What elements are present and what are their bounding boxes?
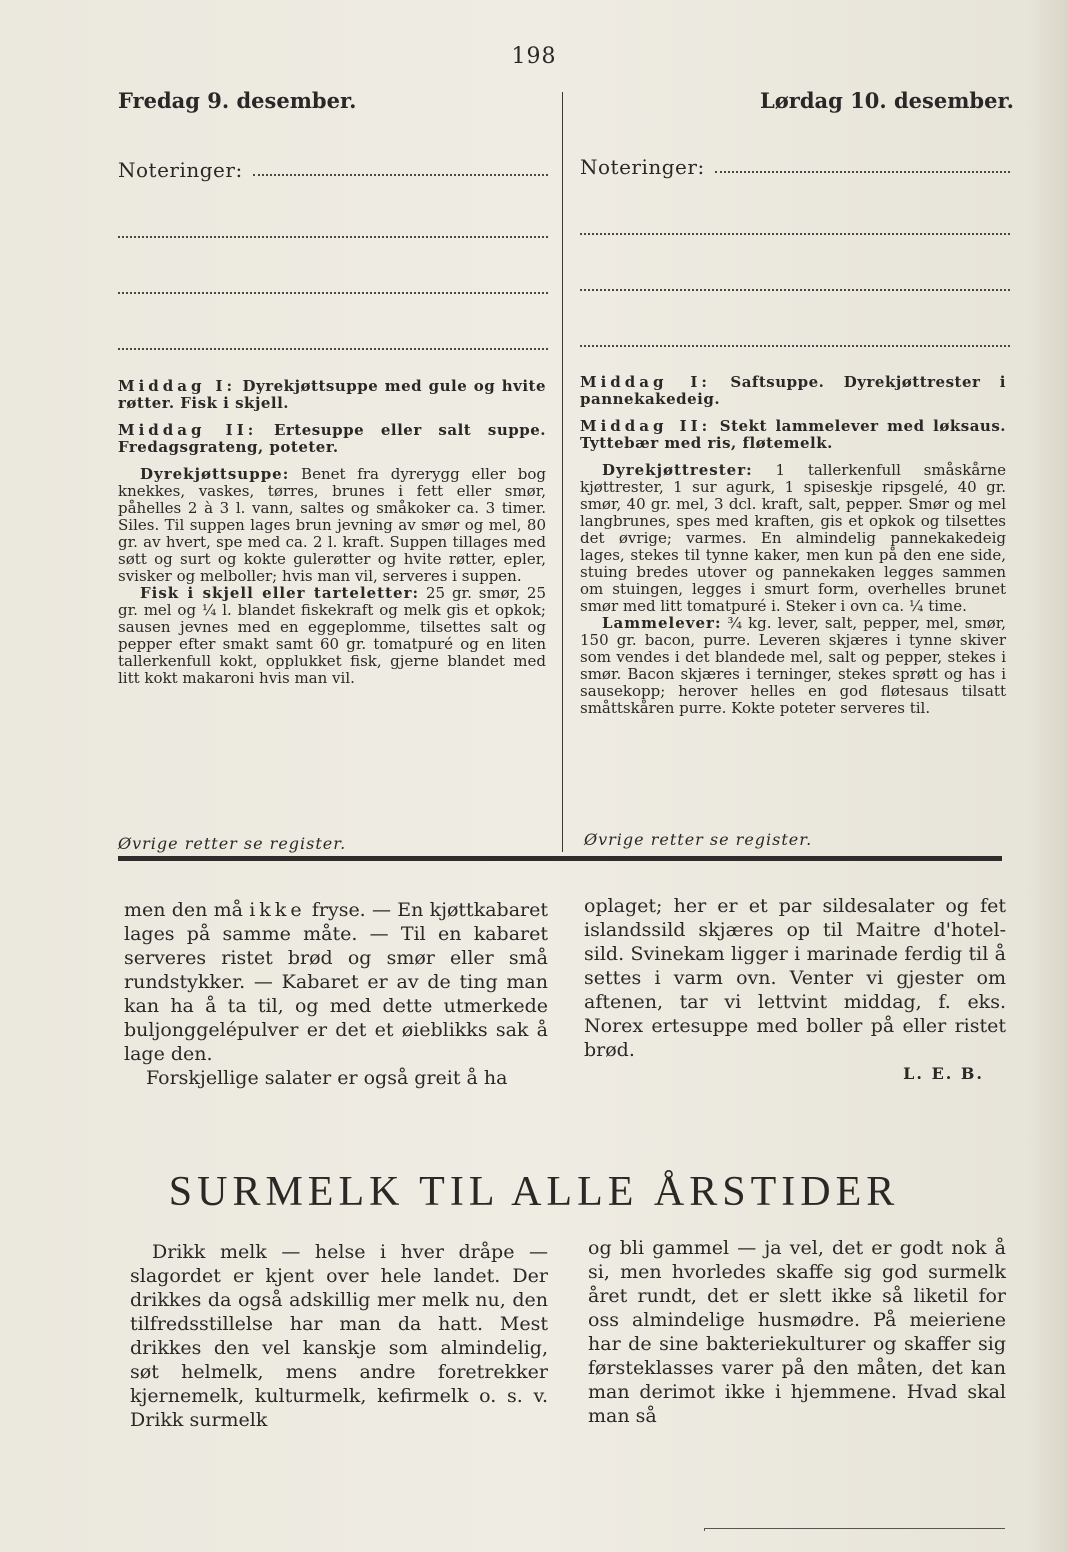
- right-recipe-2: [580, 615, 1006, 717]
- section-rule: [118, 856, 1002, 861]
- menu-text: Stekt lammelever med løksaus. Tyttebær med ris, fløtemelk.: [580, 417, 1006, 452]
- page-number: 198: [511, 44, 557, 69]
- note-dotline: [715, 159, 1010, 173]
- menu-text: Saftsuppe. Dyrekjøttrester i pannekakedeig.: [580, 373, 1006, 408]
- text-run: fryse. — En kjøttkabaret lages på samme måte. — Til en kabaret serveres ristet brød og smør eller små rundstykker. — Kabaret er av de ting man kan ha å ta til, og med dette utmerkede buljonggelépulver er det et øieblikks sak å lage den.: [124, 899, 548, 1065]
- menu-label: Middag I:: [580, 373, 711, 391]
- right-ovrige-note: Øvrige retter se register.: [584, 830, 813, 849]
- menu-label: Middag I:: [118, 377, 237, 395]
- left-recipe-2: [118, 585, 546, 687]
- continuation-left-column: [124, 898, 548, 1090]
- left-menu: [118, 378, 546, 687]
- left-recipe-1: [118, 466, 546, 585]
- recipe-text: 25 gr. smør, 25 gr. mel og ¼ l. blandet fiskekraft og melk gis et opkok; sausen jevnes med en eggeplomme, tilsettes salt og pepper efter smakt samt 60 gr. tomatpuré og en liten tallerkenfull kokt, opplukket fisk, gjerne blandet med litt kokt makaroni hvis man vil.: [118, 584, 546, 687]
- continuation-paragraph: Forskjellige salater er også greit å ha: [146, 1067, 508, 1089]
- note-dotline: [580, 331, 1010, 347]
- article-title: SURMELK TIL ALLE ÅRSTIDER: [168, 1169, 900, 1215]
- page-edge-shadow: [1028, 0, 1068, 1552]
- recipe-text: ¾ kg. lever, salt, pepper, mel, smør, 150 gr. bacon, purre. Leveren skjæres i tynne skiver som vendes i det blandede mel, salt og pepper, stekes i smør. Bacon skjæres i terninger, stekes sprøtt og has i sausekopp; herover helles en god fløtesaus tilsatt småttskåren purre. Kokte poteter serveres til.: [580, 614, 1006, 717]
- article-left-column: [130, 1240, 548, 1432]
- note-dotline: [253, 162, 548, 176]
- note-dotline: [118, 222, 548, 238]
- left-middag-1: [118, 378, 546, 412]
- note-dotline: [118, 278, 548, 294]
- recipe-name: Fisk i skjell eller tarteletter:: [140, 584, 420, 602]
- continuation-paragraph: [124, 898, 548, 1066]
- right-notes-label: Noteringer:: [580, 155, 705, 179]
- menu-text: Dyrekjøttsuppe med gule og hvite røtter. Fisk i skjell.: [118, 377, 546, 412]
- author-signature: L. E. B.: [903, 1064, 984, 1083]
- recipe-name: Dyrekjøttsuppe:: [140, 465, 290, 483]
- menu-label: Middag II:: [118, 421, 258, 439]
- note-dotline: [580, 219, 1010, 235]
- left-middag-2: [118, 422, 546, 456]
- article-paragraph: og bli gammel — ja vel, det er godt nok å si, men hvorledes skaffe sig god surmelk året rundt, det er slett ikke så liketil for oss almindelige husmødre. På meieriene har de sine bakteriekulturer og skaffer sig førsteklasses varer på den måten, det kan man derimot ikke i hjemmene. Hvad skal man så: [588, 1237, 1006, 1427]
- continuation-paragraph: oplaget; her er et par sildesalater og fet islandssild skjæres op til Maitre d'hotel-sild. Svinekam ligger i marinade ferdig til å settes i varm ovn. Venter vi gjester om aftenen, tar vi lettvint middag, f. eks. Norex ertesuppe med boller på eller ristet brød.: [584, 895, 1006, 1061]
- menu-label: Middag II:: [580, 417, 712, 435]
- right-menu: [580, 374, 1006, 717]
- recipe-text: Benet fra dyrerygg eller bog knekkes, vaskes, tørres, brunes i fett eller smør, påhelles 2 à 3 l. vann, saltes og småkoker ca. 3 timer. Siles. Til suppen lages brun jevning av smør og mel, 80 gr. av hvert, spe med ca. 2 l. kraft. Suppen tillages med søtt og surt og kokte gulerøtter og hvite røtter, epler, svisker og melboller; hvis man vil, serveres i suppen.: [118, 465, 546, 585]
- note-dotline: [580, 275, 1010, 291]
- print-corner-mark: [704, 1528, 1005, 1531]
- right-middag-1: [580, 374, 1006, 408]
- left-notes: [118, 158, 548, 350]
- right-middag-2: [580, 418, 1006, 452]
- recipe-name: Lammelever:: [602, 614, 722, 632]
- article-right-column: [588, 1236, 1006, 1428]
- note-dotline: [118, 334, 548, 350]
- article-paragraph: Drikk melk — helse i hver dråpe — slagordet er kjent over hele landet. Der drikkes da også adskillig mer melk nu, den tilfredsstillelse har man da hatt. Mest drikkes den vel kanskje som almindelig, søt helmelk, mens andre foretrekker kjernemelk, kulturmelk, kefirmelk o. s. v. Drikk surmelk: [130, 1241, 548, 1431]
- menu-text: Ertesuppe eller salt suppe. Fredagsgrateng, poteter.: [118, 421, 546, 456]
- right-notes: [580, 155, 1010, 347]
- recipe-text: 1 tallerkenfull småskårne kjøttrester, 1 sur agurk, 1 spiseskje ripsgelé, 40 gr. smør, 40 gr. mel, 3 dcl. kraft, salt, pepper. Smør og mel langbrunes, spes med kraften, gis et opkok og tilsettes det øvrige; varmes. En almindelig pannekakedeig lages, stekes til tynne kaker, men kun på den ene side, stuing bredes utover og pannekaken legges sammen om stuingen, legges i smurt form, overhelles brunet smør med litt tomatpuré i. Steker i ovn ca. ¼ time.: [580, 461, 1006, 615]
- recipe-name: Dyrekjøttrester:: [602, 461, 753, 479]
- text-run: men den må: [124, 899, 250, 921]
- right-recipe-1: [580, 462, 1006, 615]
- column-divider: [562, 92, 563, 852]
- left-ovrige-note: Øvrige retter se register.: [118, 834, 347, 853]
- emphasis-text: ikke: [249, 899, 306, 921]
- continuation-right-column: [584, 894, 1006, 1086]
- left-day-title: Fredag 9. desember.: [118, 88, 357, 113]
- right-day-title: Lørdag 10. desember.: [760, 88, 1014, 113]
- left-notes-label: Noteringer:: [118, 158, 243, 182]
